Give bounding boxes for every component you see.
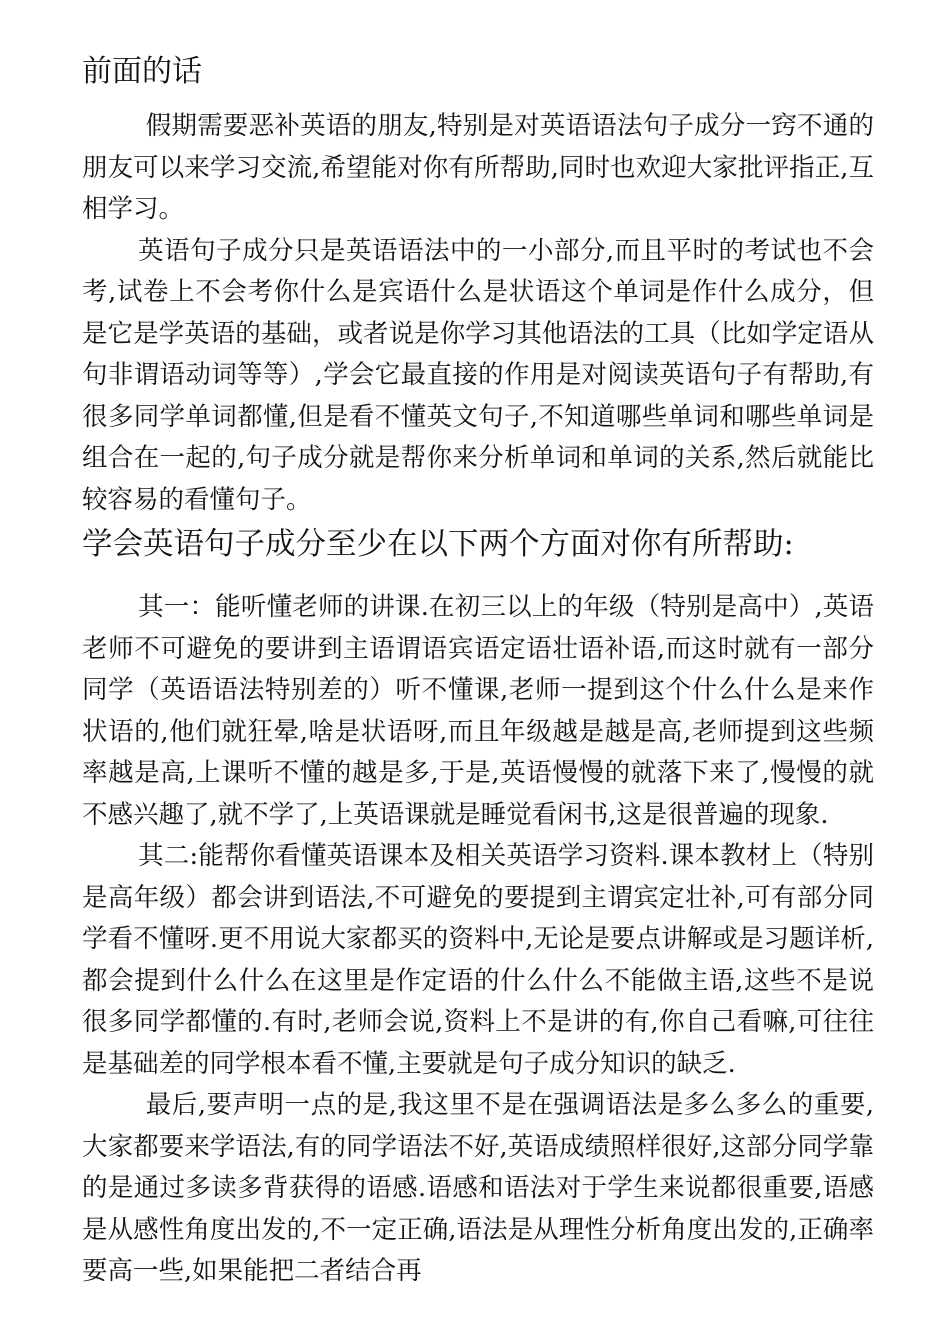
intro-paragraph-1: 假期需要恶补英语的朋友,特别是对英语语法句子成分一窍不通的朋友可以来学习交流,希望能对你有所帮助,同时也欢迎大家批评指正,互相学习。 (82, 111, 874, 224)
section-heading: 学会英语句子成分至少在以下两个方面对你有所帮助: (82, 527, 794, 562)
body-paragraph-1: 其一：能听懂老师的讲课.在初三以上的年级（特别是高中）,英语老师不可避免的要讲到主语谓语宾语定语壮语补语,而这时就有一部分同学（英语语法特别差的）听不懂课,老师一提到这个什么什么是来作状语的,他们就狂晕,啥是状语呀,而且年级越是越是高,老师提到这些频率越是高,上课听不懂的越是多,于是,英语慢慢的就落下来了,慢慢的就不感兴趣了,就不学了,上英语课就是睡觉看闲书,这是很普遍的现象. (82, 592, 874, 830)
body-paragraph-2: 其二:能帮你看懂英语课本及相关英语学习资料.课本教材上（特别是高年级）都会讲到语法,不可避免的要提到主谓宾定壮补,可有部分同学看不懂呀.更不用说大家都买的资料中,无论是要点讲解或是习题详析,都会提到什么什么在这里是作定语的什么什么不能做主语,这些不是说很多同学都懂的.有时,老师会说,资料上不是讲的有,你自己看嘛,可往往是基础差的同学根本看不懂,主要就是句子成分知识的缺乏. (82, 841, 874, 1079)
document-page (82, 52, 874, 1293)
intro-paragraph-2: 英语句子成分只是英语语法中的一小部分,而且平时的考试也不会考,试卷上不会考你什么是宾语什么是状语这个单词是作什么成分，但是它是学英语的基础，或者说是你学习其他语法的工具（比如学定语从句非谓语动词等等）,学会它最直接的作用是对阅读英语句子有帮助,有很多同学单词都懂,但是看不懂英文句子,不知道哪些单词和哪些单词是组合在一起的,句子成分就是帮你来分析单词和单词的关系,然后就能比较容易的看懂句子。 (82, 235, 874, 515)
document-title: 前面的话 (82, 54, 202, 89)
body-paragraph-3: 最后,要声明一点的是,我这里不是在强调语法是多么多么的重要,大家都要来学语法,有的同学语法不好,英语成绩照样很好,这部分同学靠的是通过多读多背获得的语感.语感和语法对于学生来说都很重要,语感是从感性角度出发的,不一定正确,语法是从理性分析角度出发的,正确率要高一些,如果能把二者结合再 (82, 1090, 874, 1286)
